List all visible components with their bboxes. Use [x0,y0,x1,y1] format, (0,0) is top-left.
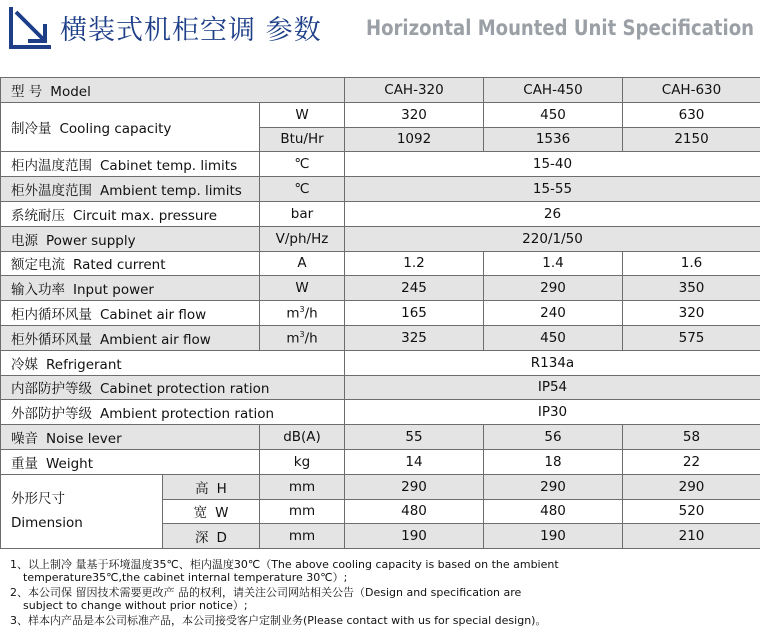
value-cah-320: 1.2 [345,251,484,276]
table-row [1,201,760,226]
label-en: Dimension [11,515,83,532]
unit-cell: mm [260,499,345,524]
value-cah-450: 190 [484,524,623,549]
label-cn: 额定电流 [11,257,65,274]
unit-cell: W [260,102,345,127]
value-cah-320: 14 [345,449,484,474]
table-row [1,449,760,474]
label-en: Cabinet air flow [100,307,207,324]
value-cah-630: 58 [623,425,760,450]
sub-en: H [216,480,227,497]
label-cn: 重量 [11,455,38,472]
value-cah-320: 245 [345,276,484,301]
label-cn: 电源 [11,232,38,249]
unit-cell: mm [260,474,345,499]
label-cn: 输入功率 [11,282,65,299]
sub-cn: 高 [195,480,209,497]
value-cah-450: 450 [484,102,623,127]
value-cah-450: 290 [484,276,623,301]
value-merged: 15-40 [345,152,760,177]
label-cn: 柜外温度范围 [11,183,92,200]
label-en: Rated current [73,257,166,274]
note-line [10,614,755,627]
row-label [1,276,260,301]
value-cah-630: 350 [623,276,760,301]
label-en: Cabinet protection ration [100,381,270,398]
row-label [1,425,260,450]
sub-cn: 深 [195,530,209,547]
unit-cell: ℃ [260,177,345,202]
value-cah-630: 22 [623,449,760,474]
value-cah-320: 480 [345,499,484,524]
row-label [1,102,260,152]
table-row [1,102,760,127]
value-cah-450: 290 [484,474,623,499]
unit-cell [260,325,345,350]
note-text: 本公司保 留因技术需要更改产 品的权利，请关注公司网站相关公告（Design and specification are [28,586,522,599]
unit-cell: mm [260,524,345,549]
table-row [1,276,760,301]
label-cn: 柜内循环风量 [11,307,92,324]
unit-tail: /h [304,305,318,322]
row-label [1,201,260,226]
label-cn: 外部防护等级 [11,406,92,423]
value-cah-320: 165 [345,301,484,326]
value-cah-450: 480 [484,499,623,524]
label-en: Ambient protection ration [100,406,275,423]
unit-cell: W [260,276,345,301]
unit-tail: /h [304,330,318,347]
value-cah-630: 2150 [623,127,760,152]
footnotes [10,558,755,629]
spec-table [0,77,760,549]
note-text: 以上制冷 量基于环境温度35℃、柜内温度30℃（The above cooling capacity is based on the ambient [28,558,559,571]
unit-cell: dB(A) [260,425,345,450]
label-cn: 制冷量 [11,121,52,138]
label-en: Ambient temp. limits [100,183,242,200]
value-merged: R134a [345,350,760,375]
value-cah-450: 1536 [484,127,623,152]
unit-sup: 3 [299,304,305,314]
note-number: 1、 [10,558,28,571]
unit-base: m [286,330,300,347]
label-cn: 外形尺寸 [11,491,65,508]
table-row [1,350,760,375]
unit-cell: bar [260,201,345,226]
table-row [1,251,760,276]
sub-en: W [215,505,229,522]
note-continuation: temperature35℃,the cabinet internal temperature 30℃）; [23,571,348,584]
value-cah-320: 1092 [345,127,484,152]
sub-cn: 宽 [193,505,208,522]
row-label [1,251,260,276]
value-cah-630: 575 [623,325,760,350]
value-cah-450: 56 [484,425,623,450]
label-en: Weight [46,455,94,472]
value-cah-450: 450 [484,325,623,350]
note-item [10,614,755,627]
label-en: Model [50,83,91,100]
label-cn: 柜外循环风量 [11,331,92,348]
value-cah-630: 1.6 [623,251,760,276]
unit-cell: A [260,251,345,276]
sub-en: D [216,530,227,547]
value-cah-320: 320 [345,102,484,127]
dimension-sub-label [163,474,260,499]
value-cah-630: 320 [623,301,760,326]
value-cah-450: 18 [484,449,623,474]
value-cah-630: 210 [623,524,760,549]
label-cn: 系统耐压 [11,207,65,224]
value-cah-630: 520 [623,499,760,524]
arrow-logo-icon [8,4,54,50]
row-label [1,400,345,425]
table-row [1,177,760,202]
value-merged: IP54 [345,375,760,400]
value-cah-630: 290 [623,474,760,499]
page-header [0,0,760,62]
table-row [1,226,760,251]
label-en: Cooling capacity [59,121,172,138]
label-cn: 噪音 [11,431,38,448]
value-merged: 15-55 [345,177,760,202]
label-cn: 型 号 [11,83,43,100]
unit-cell: V/ph/Hz [260,226,345,251]
unit-cell: kg [260,449,345,474]
label-en: Cabinet temp. limits [100,158,238,175]
unit-sup: 3 [299,329,305,339]
label-en: Noise lever [46,431,122,448]
value-merged: IP30 [345,400,760,425]
table-row [1,425,760,450]
label-en: Circuit max. pressure [73,207,218,224]
table-row [1,152,760,177]
row-label [1,449,260,474]
row-label [1,78,345,103]
note-item [10,586,755,612]
label-cn: 柜内温度范围 [11,158,92,175]
label-cn: 冷媒 [11,356,38,373]
row-label [1,301,260,326]
unit-base: m [286,305,300,322]
model-header: CAH-320 [345,78,484,103]
value-cah-450: 240 [484,301,623,326]
row-label [1,375,345,400]
model-header: CAH-630 [623,78,760,103]
table-row [1,400,760,425]
label-cn: 内部防护等级 [11,381,92,398]
label-en: Power supply [46,232,136,249]
unit-cell [260,301,345,326]
table-row [1,474,760,499]
label-en: Refrigerant [46,356,122,373]
value-cah-320: 290 [345,474,484,499]
unit-cell: Btu/Hr [260,127,345,152]
dimension-label [1,474,163,548]
note-line [10,586,755,599]
note-line [10,558,755,571]
value-cah-320: 190 [345,524,484,549]
unit-cell: ℃ [260,152,345,177]
note-item [10,558,755,584]
label-en: Input power [73,282,154,299]
value-merged: 26 [345,201,760,226]
title-english: Horizontal Mounted Unit Specification [366,16,754,40]
table-row [1,301,760,326]
value-cah-320: 55 [345,425,484,450]
note-text: 样本内产品是本公司标准产品，本公司接受客户定制业务(Please contact with us for special design)。 [28,614,547,627]
value-cah-320: 325 [345,325,484,350]
value-merged: 220/1/50 [345,226,760,251]
row-label [1,350,345,375]
row-label [1,325,260,350]
table-row [1,375,760,400]
dimension-sub-label [163,524,260,549]
dimension-sub-label [163,499,260,524]
note-continuation: subject to change without prior notice）; [23,599,248,612]
value-cah-630: 630 [623,102,760,127]
label-en: Ambient air flow [100,331,211,348]
value-cah-450: 1.4 [484,251,623,276]
note-number: 2、 [10,586,28,599]
table-row [1,325,760,350]
row-label [1,177,260,202]
table-row [1,78,760,103]
title-chinese: 横装式机柜空调 参数 [60,15,322,46]
row-label [1,226,260,251]
row-label [1,152,260,177]
note-number: 3、 [10,614,28,627]
model-header: CAH-450 [484,78,623,103]
